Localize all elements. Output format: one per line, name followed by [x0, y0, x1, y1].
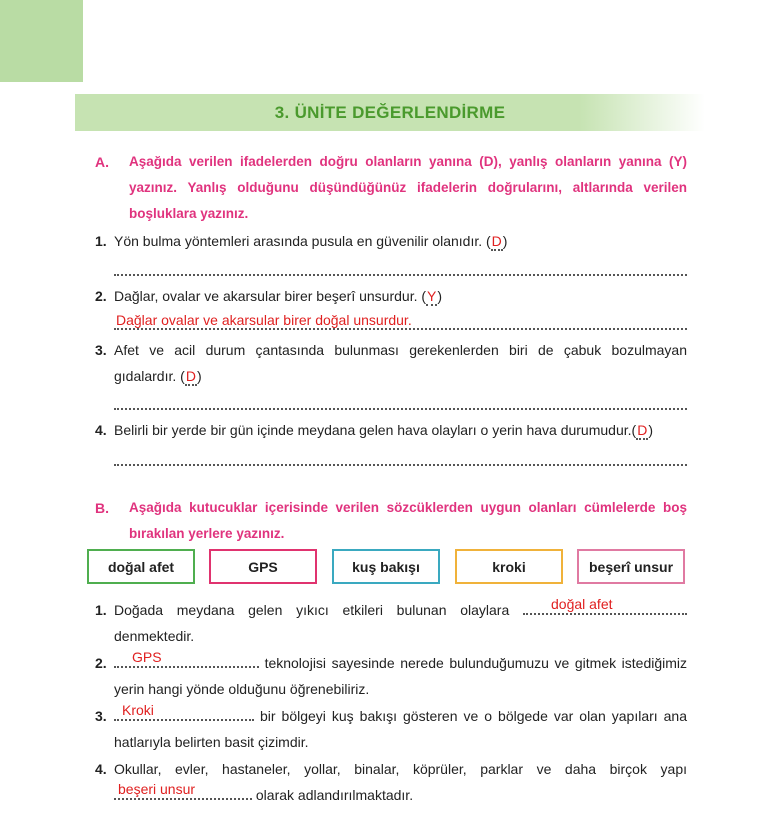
- b-q4-text: Okullar, evler, hastaneler, yollar, binalar, köprüler, parklar ve daha birçok yapı beşeri unsur olarak adlandırılmaktadır.: [114, 761, 687, 803]
- b-q1-text: Doğada meydana gelen yıkıcı etkileri bulunan olaylara doğal afet denmektedir.: [114, 597, 687, 649]
- a-q1-text: Yön bulma yöntemleri arasında pusula en güvenilir olanıdır. (D): [114, 233, 508, 249]
- b-q1-number: 1.: [95, 602, 107, 618]
- a-q4-text: Belirli bir yerde bir gün içinde meydana gelen hava olayları o yerin hava durumudur.(D): [114, 422, 653, 438]
- b-q2-answer: GPS: [132, 649, 162, 665]
- a-q2-answer[interactable]: Y: [427, 288, 437, 304]
- a-q3-number: 3.: [95, 342, 107, 358]
- b-q1-answer: doğal afet: [551, 596, 613, 612]
- word-box-beseri-unsur: beşerî unsur: [577, 549, 685, 584]
- a-q4-correction-line[interactable]: [114, 446, 687, 466]
- a-q1-correction-line[interactable]: [114, 256, 687, 276]
- word-box-dogal-afet: doğal afet: [87, 549, 195, 584]
- page-title: 3. ÜNİTE DEĞERLENDİRME: [274, 102, 506, 122]
- a-q1-answer[interactable]: D: [491, 233, 502, 249]
- b-q4-answer: beşeri unsur: [118, 781, 196, 797]
- section-b-letter: B.: [95, 500, 109, 516]
- a-q2-correction-line[interactable]: [114, 310, 687, 330]
- b-q4-blank[interactable]: [114, 782, 252, 800]
- a-q3-correction-line[interactable]: [114, 390, 687, 410]
- a-q3-answer[interactable]: D: [185, 368, 196, 384]
- section-a-letter: A.: [95, 154, 109, 170]
- section-a-instruction: Aşağıda verilen ifadelerden doğru olanların yanına (D), yanlış olanların yanına (Y) yazınız. Yanlış olduğunu düşündüğünüz ifadelerin doğrularını, altlarında verilen boşluklara yazınız.: [129, 154, 687, 221]
- b-q1-blank[interactable]: [523, 597, 687, 615]
- a-q3-text: Afet ve acil durum çantasında bulunması gerekenlerden biri de çabuk bozulmayan gıdalardır. (D): [114, 342, 687, 384]
- b-q4-number: 4.: [95, 761, 107, 777]
- a-q2-correction: Dağlar ovalar ve akarsular birer doğal unsurdur.: [116, 312, 412, 328]
- b-q3-text: Kroki bir bölgeyi kuş bakışı gösteren ve o bölgede var olan yapıları ana hatlarıyla belirten basit çizimdir.: [114, 702, 688, 750]
- b-q2-blank[interactable]: [114, 650, 259, 668]
- b-q3-answer: Kroki: [122, 702, 154, 718]
- word-box-gps: GPS: [209, 549, 317, 584]
- a-q1-number: 1.: [95, 233, 107, 249]
- section-b-instruction: Aşağıda kutucuklar içerisinde verilen sözcüklerden uygun olanları cümlelerde boş bırakılan yerlere yazınız.: [129, 500, 687, 541]
- b-q2-number: 2.: [95, 655, 107, 671]
- b-q3-number: 3.: [95, 708, 107, 724]
- header-band: [75, 94, 705, 131]
- b-q2-text: GPS teknolojisi sayesinde nerede bulunduğumuzu ve gitmek istediğimiz yerin hangi yönde olduğunu öğrenebiliriz.: [114, 649, 688, 697]
- word-box-kroki: kroki: [455, 549, 563, 584]
- a-q4-answer[interactable]: D: [637, 422, 648, 438]
- corner-color-block: [0, 0, 83, 82]
- b-q3-blank[interactable]: [114, 703, 254, 721]
- a-q4-number: 4.: [95, 422, 107, 438]
- a-q2-number: 2.: [95, 288, 107, 304]
- word-box-kus-bakisi: kuş bakışı: [332, 549, 440, 584]
- a-q2-text: Dağlar, ovalar ve akarsular birer beşerî unsurdur. (Y): [114, 288, 443, 304]
